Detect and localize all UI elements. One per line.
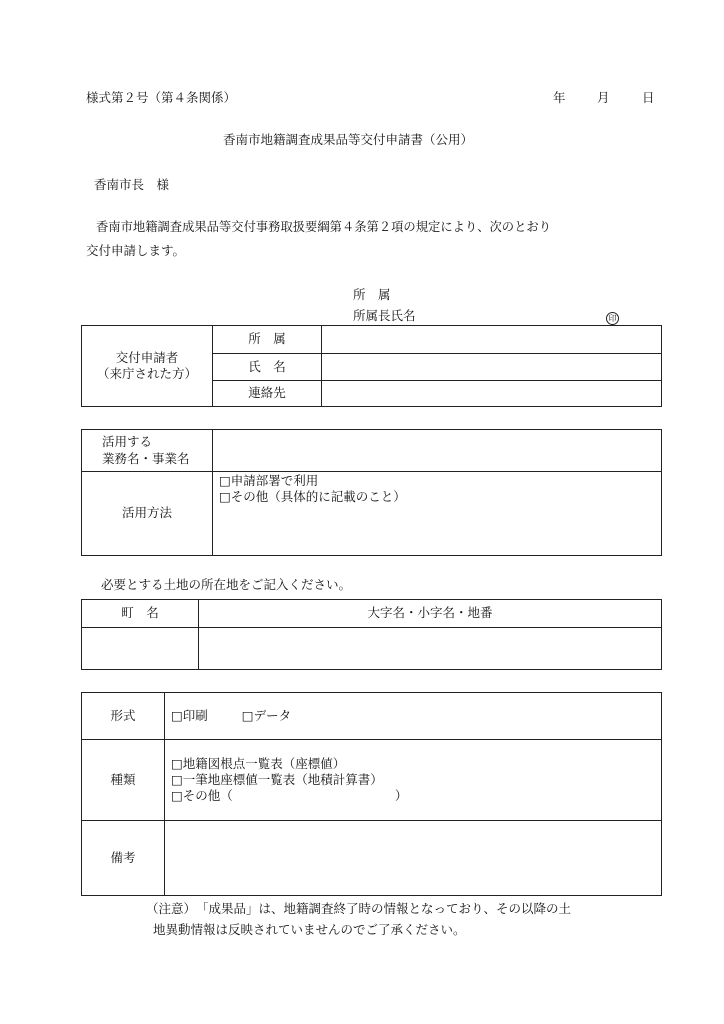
- applicant-affiliation-field[interactable]: [322, 326, 662, 354]
- format-data-checkbox[interactable]: □データ: [241, 707, 292, 723]
- type-options: [165, 740, 662, 821]
- format-label: 形式: [82, 693, 165, 740]
- seal-mark: [606, 309, 619, 325]
- business-label-line1: 活用する: [102, 434, 153, 450]
- format-print-checkbox[interactable]: □印刷: [171, 707, 208, 723]
- applicant-table: [81, 325, 662, 407]
- town-name-header: 町 名: [82, 600, 199, 628]
- document-title: 香南市地籍調査成果品等交付申請書（公用）: [223, 132, 474, 147]
- note-line1: （注意） 「成果品」は、地籍調査終了時の情報となっており、その以降の土: [146, 901, 572, 916]
- applicant-name-label: 氏 名: [213, 354, 322, 381]
- option-other-use-checkbox[interactable]: □その他（具体的に記載のこと）: [219, 489, 406, 505]
- usage-table: [81, 429, 662, 556]
- lot-address-field[interactable]: [199, 628, 662, 670]
- usage-method-label: 活用方法: [82, 472, 213, 556]
- remarks-label: 備考: [82, 821, 165, 896]
- form-number: 様式第２号（第４条関係）: [86, 90, 237, 105]
- applicant-name-field[interactable]: [322, 354, 662, 381]
- addressee: 香南市長 様: [94, 177, 170, 192]
- usage-method-options: [213, 472, 662, 556]
- intro-text-line1: 香南市地籍調査成果品等交付事務取扱要綱第４条第２項の規定により、次のとおり: [96, 220, 551, 234]
- location-table: [81, 599, 662, 670]
- date-year-label: 年: [553, 90, 566, 105]
- lot-address-header: 大字名・小字名・地番: [199, 600, 662, 628]
- seal-icon: 印: [606, 312, 619, 325]
- format-options: [165, 693, 662, 740]
- type-label: 種類: [82, 740, 165, 821]
- type-parcel-coordinates-checkbox[interactable]: □一筆地座標値一覧表（地積計算書）: [171, 771, 383, 787]
- applicant-contact-field[interactable]: [322, 381, 662, 407]
- business-label-line2: 業務名・事業名: [102, 450, 190, 466]
- details-table: [81, 692, 662, 896]
- dept-affiliation-label: 所 属: [353, 287, 391, 302]
- dept-head-name-label: 所属長氏名: [353, 308, 416, 323]
- date-day-label: 日: [642, 90, 655, 105]
- business-name-field[interactable]: [213, 430, 662, 472]
- date-month-label: 月: [597, 90, 610, 105]
- intro-text-line2: 交付申請します。: [86, 243, 186, 258]
- type-other-close: ）: [394, 788, 408, 804]
- type-other-checkbox[interactable]: [171, 788, 407, 804]
- type-other-open: □その他（: [171, 788, 233, 804]
- applicant-contact-label: 連絡先: [213, 381, 322, 407]
- applicant-affiliation-label: 所 属: [213, 326, 322, 354]
- remarks-field[interactable]: [165, 821, 662, 896]
- town-name-field[interactable]: [82, 628, 199, 670]
- option-dept-use-checkbox[interactable]: □申請部署で利用: [219, 473, 319, 488]
- business-name-label: [82, 430, 213, 472]
- note-line2: 地異動情報は反映されていませんのでご了承ください。: [153, 922, 466, 937]
- applicant-label-line2: （来庁された方）: [96, 366, 197, 381]
- applicant-group-label: [82, 326, 213, 407]
- applicant-label-line1: 交付申請者: [115, 349, 179, 365]
- type-control-points-checkbox[interactable]: □地籍図根点一覧表（座標値）: [171, 755, 346, 771]
- location-instruction: 必要とする土地の所在地をご記入ください。: [101, 577, 352, 592]
